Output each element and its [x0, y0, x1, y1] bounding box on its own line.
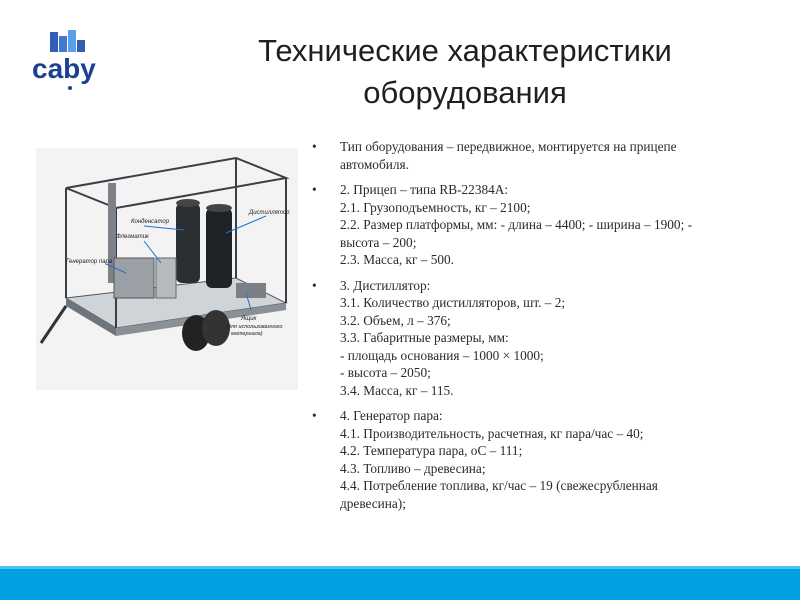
bullet-icon: • — [312, 408, 317, 423]
label-box: Ящик — [241, 316, 257, 322]
specification-list — [310, 138, 750, 520]
footer-accent-bar — [0, 566, 800, 600]
label-distiller: Дистиллятор — [249, 210, 290, 216]
spec-item-2: • 2. Прицеп – типа RB-22384A: 2.1. Грузоподъемность, кг – 2100; 2.2. Размер платформы, мм: - длина – 4400; - ширина – 1900; - высота – 200; 2.3. Масса, кг – 500. — [312, 182, 693, 267]
label-flegmatic: Флегматик — [116, 234, 149, 240]
footer-stripe — [0, 566, 800, 569]
title-line-1: Технические характеристики — [258, 33, 672, 68]
logo-text: caby — [32, 53, 96, 84]
page-title — [170, 30, 760, 114]
equipment-illustration — [36, 148, 298, 390]
label-steam-generator: Генератор пара — [66, 259, 113, 265]
label-condenser: Конденсатор — [131, 219, 170, 225]
spec-item-1: • Тип оборудования – передвижное, монтируется на прицепе автомобиля. — [312, 139, 677, 172]
spec-item-4: • 4. Генератор пара: 4.1. Производительность, расчетная, кг пара/час – 40; 4.2. Температура пара, оС – 111; 4.3. Топливо – древесина; 4.4. Потребление топлива, кг/час – 19 (свежесрубленная древесина); — [312, 408, 658, 511]
bullet-icon: • — [312, 139, 317, 154]
bullet-icon: • — [312, 277, 317, 293]
label-box-note-1: (для использованного — [226, 324, 283, 330]
label-box-note-2: материала) — [231, 331, 263, 337]
spec-item-3: • 3. Дистиллятор: 3.1. Количество дистилляторов, шт. – 2; 3.2. Объем, л – 376; 3.3. Габаритные размеры, мм: - площадь основания – 1000 × 1000; - высота – 2050; 3.4. Масса, кг – 115. — [312, 277, 566, 398]
logo — [30, 30, 110, 92]
title-line-2: оборудования — [363, 75, 567, 110]
bullet-icon: • — [312, 182, 317, 197]
